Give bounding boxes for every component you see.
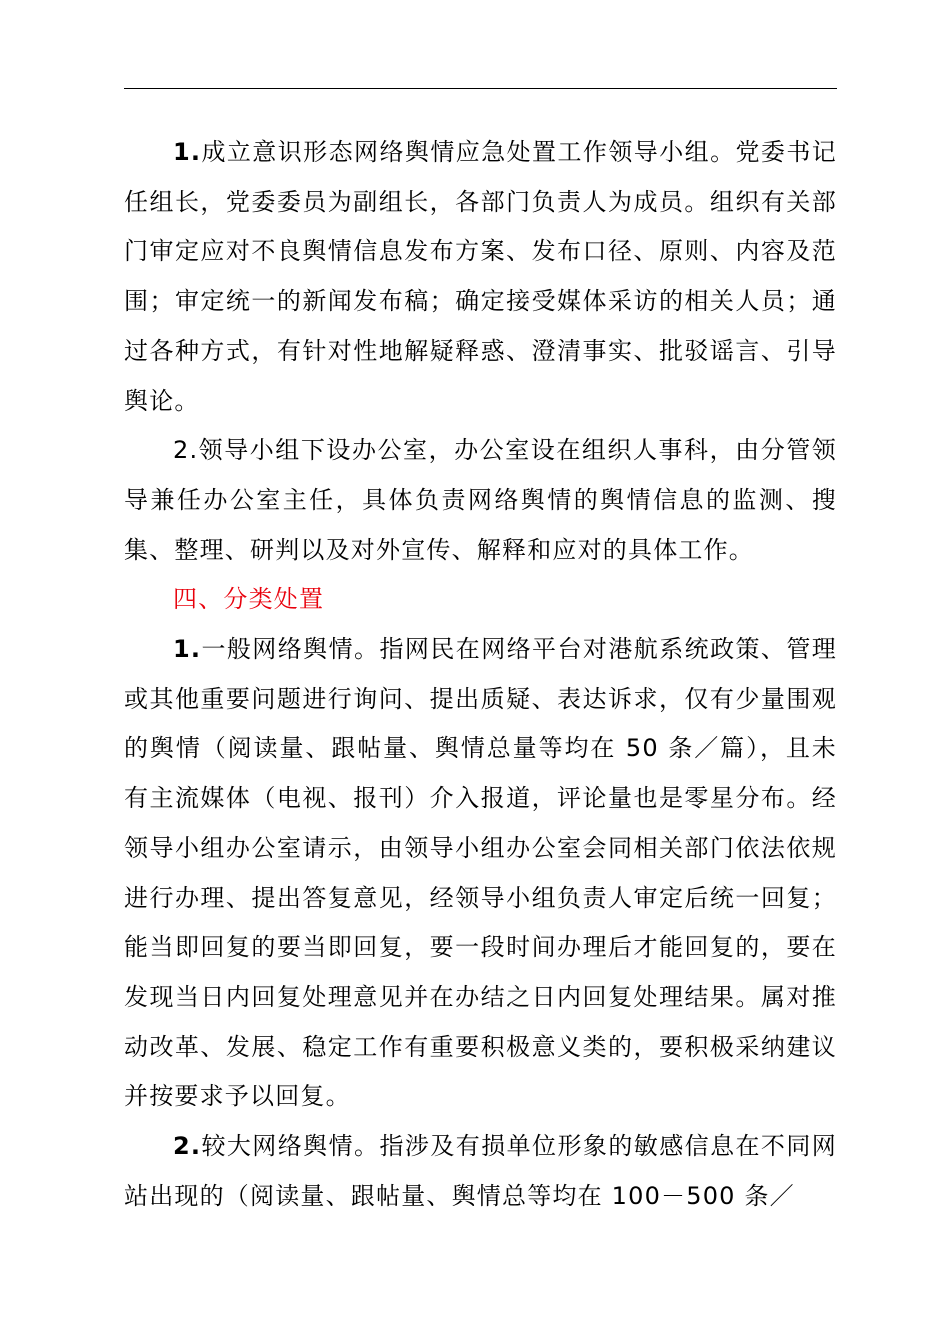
section-heading: 四、分类处置 [173, 585, 325, 614]
paragraph-number: 2. [173, 436, 199, 465]
paragraph-text: 成立意识形态网络舆情应急处置工作领导小组。党委书记任组长，党委委员为副组长，各部门负责人为成员。组织有关部门审定应对不良舆情信息发布方案、发布口径、原则、内容及范围；审定统一的新闻发布稿；确定接受媒体采访的相关人员；通过各种方式，有针对性地解疑释惑、澄清事实、批驳谣言、引导舆论。 [124, 138, 837, 415]
document-body [124, 128, 837, 1221]
paragraph-text: 领导小组下设办公室，办公室设在组织人事科，由分管领导兼任办公室主任，具体负责网络舆情的舆情信息的监测、搜集、整理、研判以及对外宣传、解释和应对的具体工作。 [124, 436, 837, 564]
paragraph-2 [124, 426, 837, 575]
paragraph-text: 较大网络舆情。指涉及有损单位形象的敏感信息在不同网站出现的（阅读量、跟帖量、舆情总等均在 100－500 条／ [124, 1132, 837, 1210]
paragraph-number: 1. [173, 138, 202, 166]
paragraph-4 [124, 1122, 837, 1221]
paragraph-number: 1. [173, 635, 202, 664]
paragraph-number: 2. [173, 1132, 202, 1161]
paragraph-1 [124, 128, 837, 426]
header-rule [124, 88, 837, 89]
paragraph-3 [124, 625, 837, 1122]
paragraph-text: 一般网络舆情。指网民在网络平台对港航系统政策、管理或其他重要问题进行询问、提出质疑、表达诉求，仅有少量围观的舆情（阅读量、跟帖量、舆情总量等均在 50 条／篇），且未有主流媒体（电视、报刊）介入报道，评论量也是零星分布。经领导小组办公室请示，由领导小组办公室会同相关部门依法依规进行办理、提出答复意见，经领导小组负责人审定后统一回复；能当即回复的要当即回复，要一段时间办理后才能回复的，要在发现当日内回复处理意见并在办结之日内回复处理结果。属对推动改革、发展、稳定工作有重要积极意义类的，要积极采纳建议并按要求予以回复。 [124, 635, 837, 1111]
